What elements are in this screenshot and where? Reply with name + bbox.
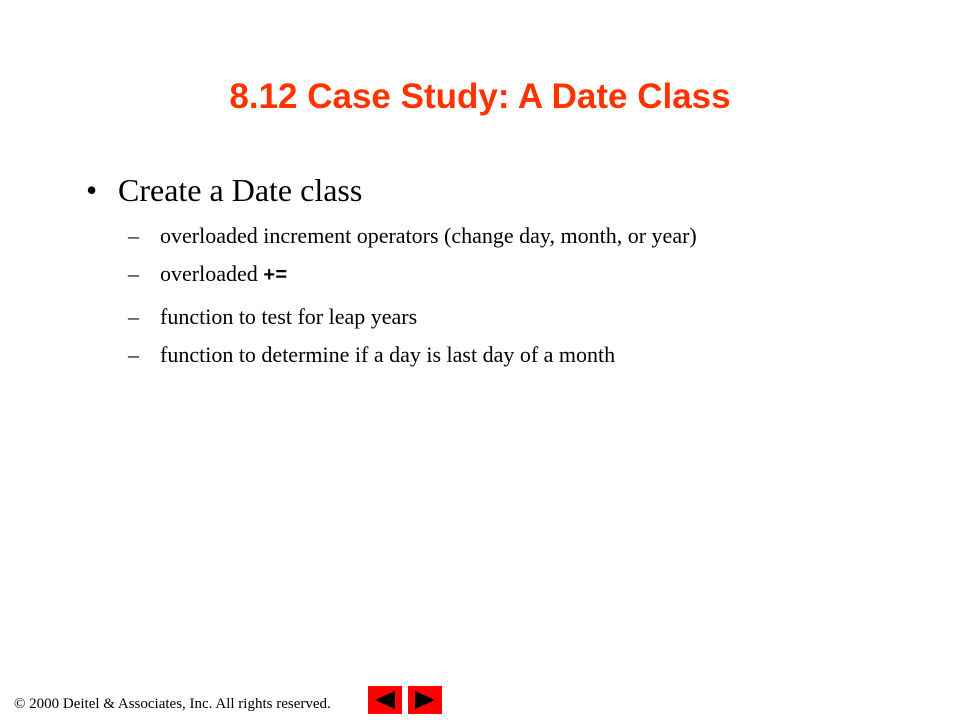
sub-bullet-text: overloaded [160,261,264,286]
dash-marker: – [128,261,139,286]
sub-bullet-text: function to test for leap years [160,304,418,329]
sub-bullet-item [128,260,697,291]
main-bullet [86,170,362,210]
sub-bullet-item [128,303,697,331]
dash-marker: – [128,304,139,329]
code-operator: += [263,265,288,288]
next-slide-button[interactable] [408,686,442,714]
sub-bullet-list [128,222,697,369]
bullet-text: Create a Date class [118,172,363,208]
slide-navigation [368,686,442,714]
bullet-marker: • [86,172,98,208]
dash-marker: – [128,223,139,248]
triangle-left-icon [372,689,398,711]
dash-marker: – [128,342,139,367]
previous-slide-button[interactable] [368,686,402,714]
sub-bullet-item [128,222,697,250]
sub-bullet-text: overloaded increment operators (change day, month, or year) [160,223,697,248]
copyright-footer: © 2000 Deitel & Associates, Inc. All rights reserved. [14,696,331,712]
slide-title: 8.12 Case Study: A Date Class [229,77,731,116]
sub-bullet-item [128,341,697,369]
sub-bullet-text: function to determine if a day is last day of a month [160,342,616,367]
triangle-right-icon [412,689,438,711]
